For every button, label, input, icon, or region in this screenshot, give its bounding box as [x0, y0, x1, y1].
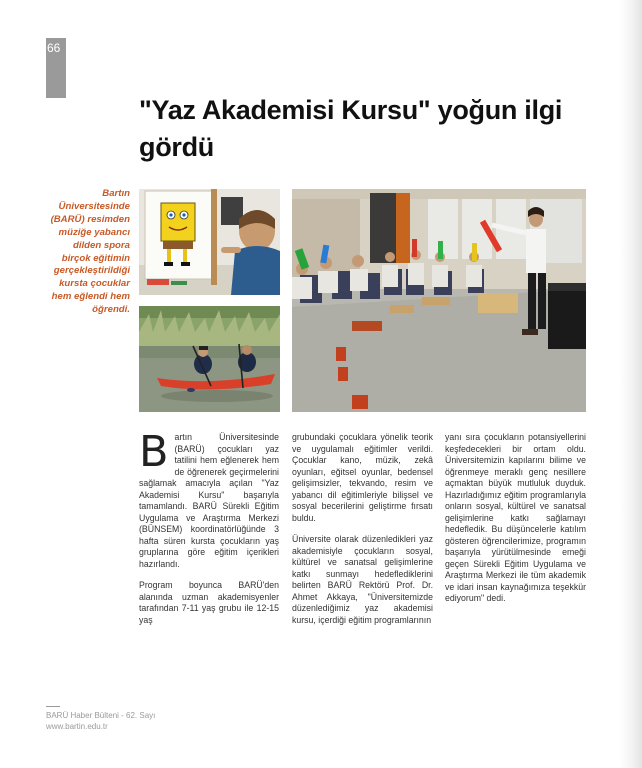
footer-website: www.bartin.edu.tr	[46, 722, 108, 731]
photo-kayaking	[139, 306, 280, 412]
photo-music-class	[292, 189, 586, 412]
page-number-tab	[46, 38, 66, 98]
article-title: "Yaz Akademisi Kursu" yoğun ilgi gördü	[139, 95, 563, 162]
photo-caption: Bartın Üniversitesinde (BARÜ) resimden müziğe yabancı dilden spora birçok eğitimin gerçekleştirildiği kursta çocuklar hem eğlendi hem öğrendi.	[50, 188, 130, 316]
article-paragraph: grubundaki çocuklara yönelik teorik ve uygulamalı eğitimler verildi. Çocuklar kano, müzik, zekâ oyunları, eğitsel oyunlar, bedensel gelişimsizler, tekvando, resim ve yabancı dil eğitimleriyle bilişsel ve sosyal becerilerini geliştirme fırsatı buldu.	[292, 432, 433, 523]
article-column-2	[292, 432, 433, 636]
article-paragraph: Program boyunca BARÜ'den alanında uzman akademisyenler tarafından 7-11 yaş grubu ile 12-15 yaş	[139, 580, 279, 625]
page-edge-shadow	[620, 0, 642, 768]
footer-publication: BARÜ Haber Bülteni - 62. Sayı	[46, 711, 156, 720]
article-paragraph: Üniversite olarak düzenledikleri yaz akademisiyle çocukların sosyal, kültürel ve sanatsal gelişimlerine katkı sunmayı hedeflediklerini belirten BARÜ Rektörü Prof. Dr. Ahmet Akkaya, "Üniversitemizde düzenlediğimiz yaz akademisi kursu, içerdiği eğitim programlarının	[292, 534, 433, 625]
footer-rule	[46, 706, 60, 707]
article-paragraph-text: artın Üniversitesinde (BARÜ) çocukları yaz tatilini hem eğlenerek hem de öğrenerek geçirmelerini sağlamak amacıyla açılan "Yaz Akademisi Kursu" başarıyla tamamlandı. BARÜ Sürekli Eğitim Uygulama ve Araştırma Merkezi (BÜNSEM) koordinatörlüğünde 3 hafta süren kursta çocukların yaş gruplarına göre eğitim içerikleri hazırlandı.	[139, 432, 279, 569]
article-column-3	[445, 432, 586, 615]
article-column-1	[139, 427, 279, 636]
photo-child-painting	[139, 189, 280, 295]
page-footer	[46, 710, 155, 732]
article-paragraph	[139, 427, 279, 570]
page-number: 66	[47, 41, 61, 55]
article-paragraph: yanı sıra çocukların potansiyellerini keşfedecekleri bir ortam oldu. Üniversitemizin kapılarını bilime ve öğrenmeye meraklı genç nesillere açmaktan büyük mutluluk duyduk. Hazırladığımız eğitim programlarıyla onların sosyal, kültürel ve sanatsal gelişimlerine katkı sağlamayı hedefledik. Bu düşüncelerle katılım gösteren öğrencilerimize, programın başarıyla yürütülmesinde emeği geçen Sürekli Eğitim Uygulama ve Araştırma Merkezi ile tüm akademik ve idari insan kaynağımıza teşekkür ediyorum" dedi.	[445, 432, 586, 603]
drop-cap: B	[139, 427, 169, 477]
